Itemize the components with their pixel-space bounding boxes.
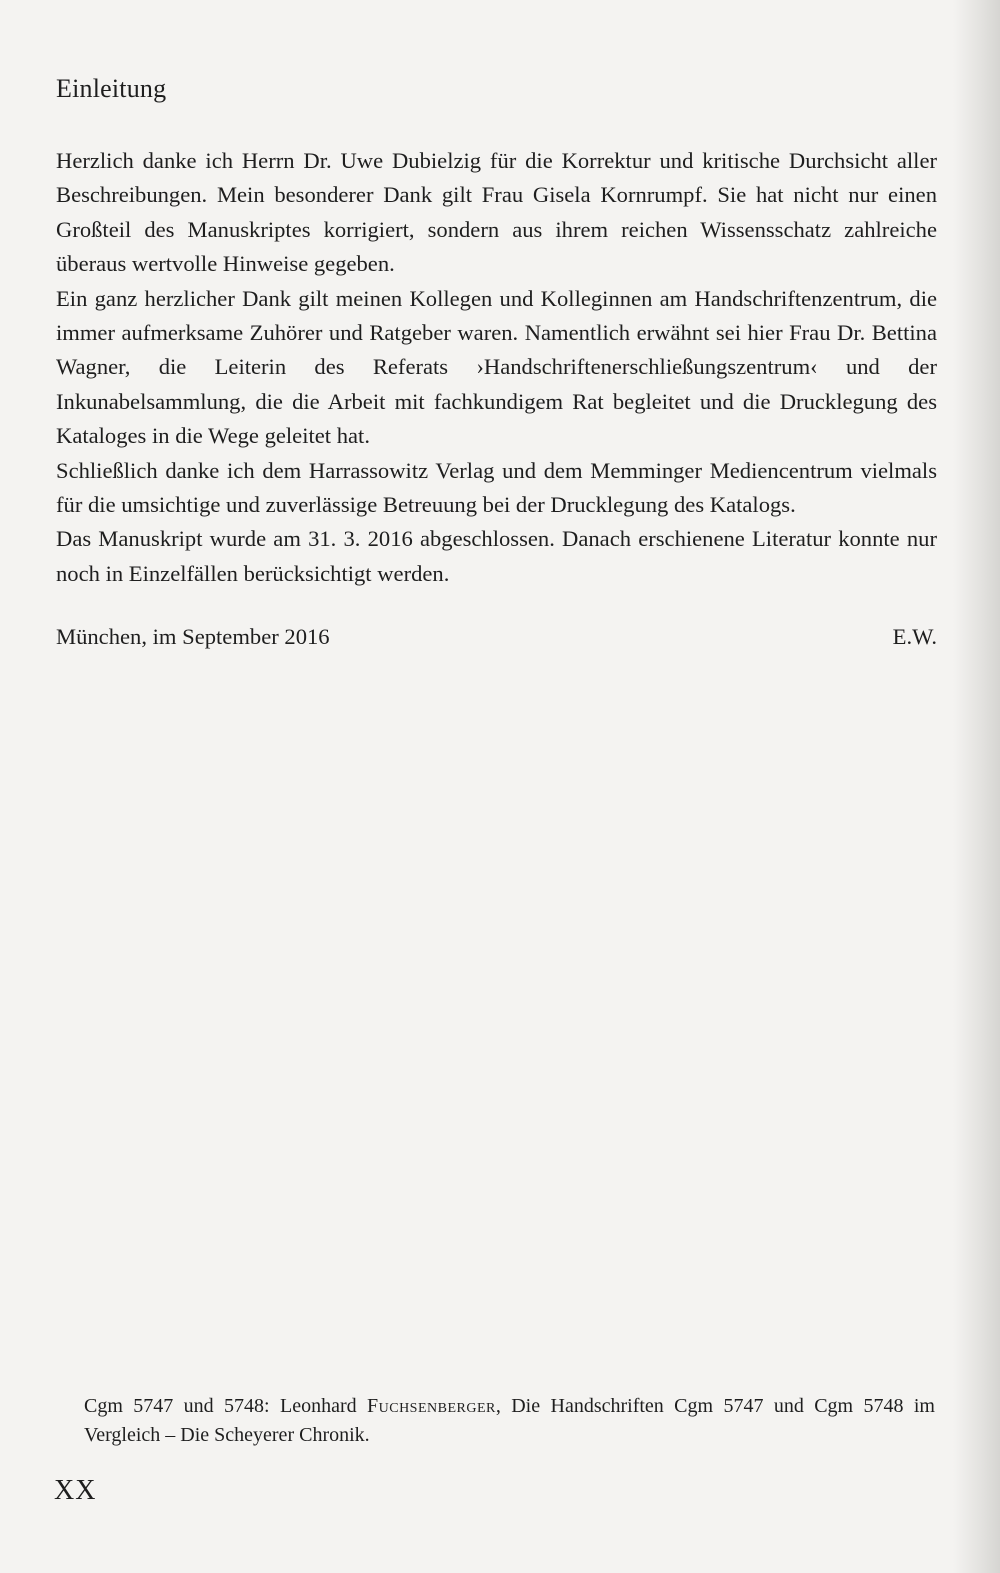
running-header: Einleitung: [56, 74, 167, 103]
paragraph-thanks-2: Ein ganz herzlicher Dank gilt meinen Kollegen und Kolleginnen am Handschriftenzentrum, die immer aufmerksame Zuhörer und Ratgeber waren. Namentlich erwähnt sei hier Frau Dr. Bettina Wagner, die Leiterin des Referats ›Handschriftenerschließungszentrum‹ und der Inkunabelsammlung, die die Arbeit mit fachkundigem Rat begleitet und die Drucklegung des Kataloges in die Wege geleitet hat.: [56, 285, 937, 449]
footnote: [84, 1392, 935, 1449]
paragraph-thanks-1: Herzlich danke ich Herrn Dr. Uwe Dubielzig für die Korrektur und kritische Durchsicht aller Beschreibungen. Mein besonderer Dank gilt Frau Gisela Kornrumpf. Sie hat nicht nur einen Großteil des Manuskriptes korrigiert, sondern aus ihrem reichen Wissensschatz zahlreiche überaus wertvolle Hinweise gegeben.: [56, 148, 937, 277]
footnote-author: Fuchsenberger: [367, 1395, 496, 1417]
place-date: München, im September 2016: [56, 624, 330, 649]
footnote-prefix: Cgm 5747 und 5748: Leonhard: [84, 1395, 367, 1417]
author-initials: E.W.: [892, 624, 937, 649]
page-edge-shadow: [953, 0, 1000, 1573]
body-text: [56, 144, 937, 591]
footnote-rest: , Die Handschriften Cgm 5747 und Cgm 5748 im Vergleich – Die Scheyerer Chronik.: [84, 1395, 935, 1446]
page-number: XX: [54, 1475, 97, 1506]
paragraph-manuscript-date: Das Manuskript wurde am 31. 3. 2016 abgeschlossen. Danach erschienene Literatur konnte nur noch in Einzelfällen berücksichtigt werden.: [56, 526, 937, 586]
paragraph-thanks-3: Schließlich danke ich dem Harrassowitz Verlag und dem Memminger Mediencentrum vielmals für die umsichtige und zuverlässige Betreuung bei der Drucklegung des Katalogs.: [56, 457, 937, 518]
